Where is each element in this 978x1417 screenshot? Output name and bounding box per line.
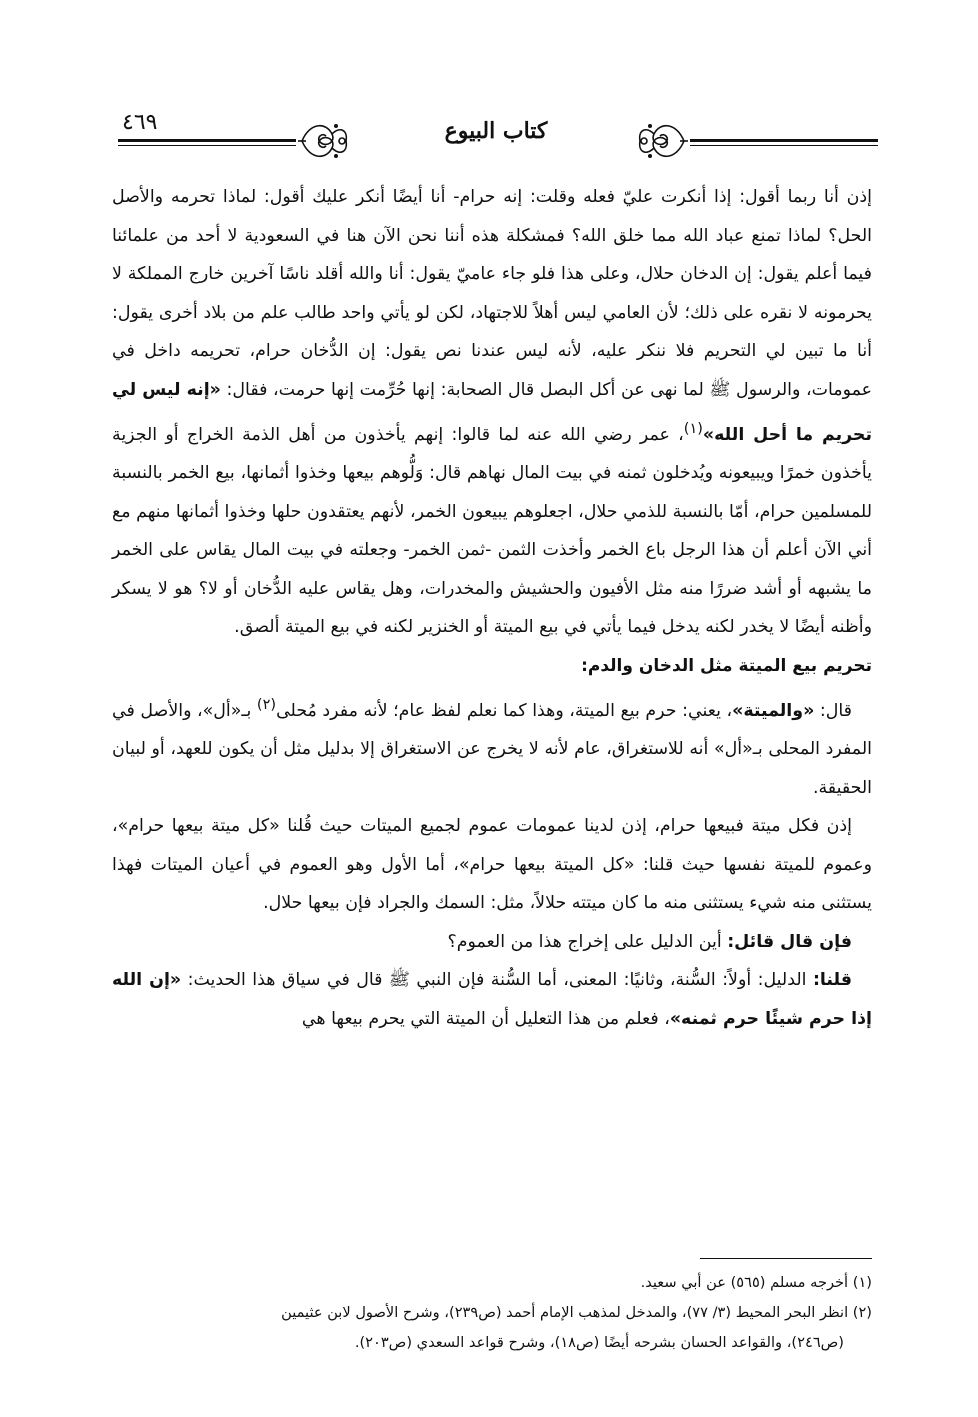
footnote-1: (١) أخرجه مسلم (٥٦٥) عن أبي سعيد. — [640, 1274, 872, 1291]
paragraph-1-rest: ، عمر رضي الله عنه لما قالوا: إنهم يأخذون من أهل الذمة الخراج أو الجزية يأخذون خمرًا ويبيعونه ويُدخلون ثمنه في بيت المال نهاهم قال: وَلُّوهم بيعها وخذوا أثمانها، بيع الخمر بالنسبة للمسلمين حرام، أمّا بالنسبة للذمي حلال، اجعلوهم يبيعون الخمر، لأنهم يعتقدون حلها وخذوا أثمانها منهم مع أني الآن أعلم أن هذا الرجل باع الخمر وأخذت الثمن -ثمن الخمر- وجعلته في بيت المال يقاس على الخمر ما يشبهه أو أشد ضررًا منه مثل الأفيون والحشيش والمخدرات، وهل يقاس عليه الدُّخان أو لا؟ هو لا يسكر وأظنه أيضًا لا يخدر لكنه يدخل فيما يأتي في بيع الميتة أو الخنزير لكنه في بيع الميتة ألصق. — [112, 424, 872, 638]
header-rule-right — [690, 139, 878, 142]
paragraph-1 — [112, 178, 872, 647]
paragraph-2-lead: قال: — [814, 700, 852, 721]
ornament-left-icon — [296, 116, 352, 166]
hadith-quote: «إنه ليس لي تحريم ما أحل الله» — [112, 379, 872, 445]
paragraph-4-bold: فإن قال قائل: — [727, 931, 852, 952]
header-rule-right-thin — [690, 145, 878, 146]
paragraph-2 — [112, 686, 872, 808]
paragraph-2-text: ، يعني: حرم بيع الميتة، وهذا كما نعلم لفظ عام؛ لأنه مفرد مُحلى — [276, 700, 733, 721]
page-title: كتاب البيوع — [444, 118, 548, 144]
footnote-ref-1: (١) — [683, 420, 703, 437]
paragraph-4 — [112, 923, 872, 962]
footnotes — [112, 1268, 872, 1358]
paragraph-2-rest: بـ«أل»، والأصل في المفرد المحلى بـ«أل» أنه للاستغراق، عام لأنه لا يخرج عن الاستغراق إلا بدليل مثل أن يكون للعهد، أو لبيان الحقيقة. — [112, 700, 872, 798]
footnote-divider — [700, 1258, 872, 1259]
paragraph-5-text-a: الدليل: أولاً: السُّنة، وثانيًا: المعنى، أما السُّنة فإن النبي ﷺ قال في سياق هذا الحديث: — [181, 970, 813, 991]
header-rule-left — [118, 139, 296, 142]
paragraph-2-bold: «والميتة» — [732, 700, 815, 721]
page-header — [118, 108, 878, 168]
paragraph-5-text-b: ، فعلم من هذا التعليل أن الميتة التي يحرم بيعها هي — [301, 1009, 670, 1030]
main-text — [112, 178, 872, 1039]
paragraph-5 — [112, 961, 872, 1038]
section-heading: تحريم بيع الميتة مثل الدخان والدم: — [581, 655, 872, 676]
footnote-ref-2: (٢) — [256, 696, 277, 713]
footnote-2-line-1: (٢) انظر البحر المحيط (٣/ ٧٧)، والمدخل لمذهب الإمام أحمد (ص٢٣٩)، وشرح الأصول لابن عثيمين — [281, 1304, 872, 1321]
paragraph-5-bold-2: «إن الله إذا حرم شيئًا حرم ثمنه» — [112, 970, 872, 1030]
footnote-2-line-2: (ص٢٤٦)، والقواعد الحسان بشرحه أيضًا (ص١٨)، وشرح قواعد السعدي (ص٢٠٣). — [354, 1334, 844, 1351]
paragraph-4-text: أين الدليل على إخراج هذا من العموم؟ — [447, 931, 728, 952]
page-number: ٤٦٩ — [122, 110, 158, 135]
header-rule-left-thin — [118, 145, 296, 146]
ornament-right-icon — [634, 116, 690, 166]
paragraph-1-text: إذن أنا ربما أقول: إذا أنكرت عليّ فعله وقلت: إنه حرام- أنا أيضًا أنكر عليك أقول: لماذا تحرمه والأصل الحل؟ لماذا تمنع عباد الله مما خلق الله؟ فمشكلة هذه أننا نحن الآن هنا في السعودية لا أحد من علمائنا فيما أعلم يقول: إن الدخان حلال، وعلى هذا فلو جاء عاميّ يقول: أنا والله أقلد ناسًا آخرين خارج المملكة لا يحرمونه لا نقره على ذلك؛ لأن العامي ليس أهلاً للاجتهاد، لكن لو يأتي واحد طالب علم من بلاد أخرى يقول: أنا ما تبين لي التحريم فلا ننكر عليه، لأنه ليس عندنا نص يقول: إن الدُّخان حرام، تحريمه داخل في عمومات، والرسول ﷺ لما نهى عن أكل البصل قال الصحابة: إنها حُرِّمت إنها حرمت، فقال: — [112, 187, 873, 400]
paragraph-3: إذن فكل ميتة فبيعها حرام، إذن لدينا عمومات عموم لجميع الميتات حيث قُلنا «كل ميتة بيعها حرام»، وعموم للميتة نفسها حيث قلنا: «كل الميتة بيعها حرام»، أما الأول وهو العموم في أعيان الميتات فهذا يستثنى منه شيء يستثنى منه ما كان ميتته حلالاً، مثل: السمك والجراد فإن بيعها حلال. — [112, 816, 872, 914]
paragraph-5-bold-1: قلنا: — [812, 970, 853, 991]
